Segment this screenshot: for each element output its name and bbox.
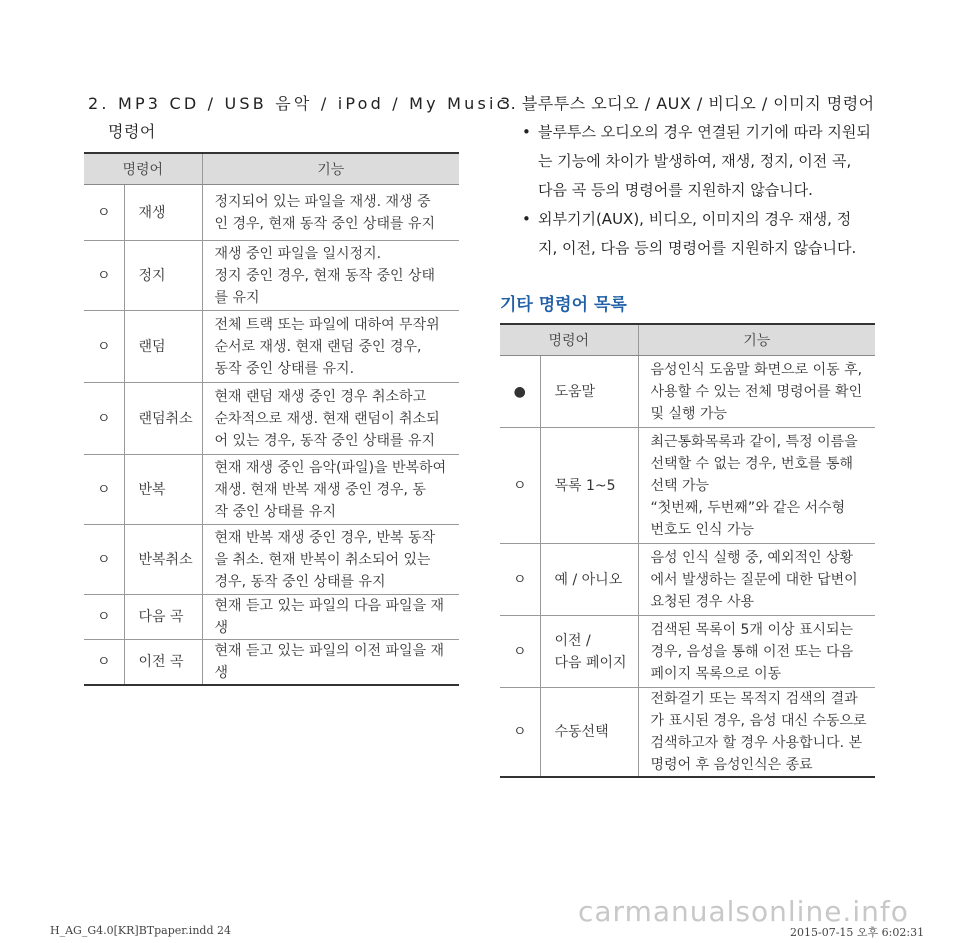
command-function (202, 525, 459, 595)
circle-mark-icon: ㅇ (84, 455, 124, 525)
left-table-header-command: 명령어 (84, 153, 202, 185)
function-line: 음성인식 도움말 화면으로 이동 후, (650, 361, 863, 378)
function-line: 어 있는 경우, 동작 중인 상태를 유지 (214, 432, 436, 449)
command-function (202, 455, 459, 525)
command-name: 이전 곡 (124, 640, 202, 686)
function-line: 재생 중인 파일을 일시정지. (214, 245, 382, 262)
function-line: 요청된 경우 사용 (650, 593, 755, 610)
command-name: 다음 곡 (124, 595, 202, 640)
table-row (84, 595, 459, 640)
bullet-symbol: • (522, 123, 531, 141)
function-line: 검색하고자 할 경우 사용합니다. 본 (650, 735, 863, 751)
command-function (202, 241, 459, 311)
table-row (84, 241, 459, 311)
table-row (84, 525, 459, 595)
right-table-header-command: 명령어 (500, 324, 638, 356)
command-function (202, 640, 459, 686)
circle-mark-icon: ㅇ (500, 428, 540, 544)
function-line: 경우, 동작 중인 상태를 유지 (214, 573, 386, 590)
function-line: 페이지 목록으로 이동 (650, 665, 782, 682)
command-name: 재생 (124, 185, 202, 241)
function-line: 음성 인식 실행 중, 예외적인 상황 (650, 549, 854, 566)
right-command-table (500, 323, 875, 778)
circle-mark-icon: ㅇ (84, 640, 124, 686)
command-function (638, 428, 875, 544)
table-row (84, 455, 459, 525)
footer-timestamp: 2015-07-15 오후 6:02:31 (790, 926, 925, 939)
bullet-symbol: • (522, 210, 531, 228)
function-line: 경우, 음성을 통해 이전 또는 다음 (650, 643, 854, 660)
function-line: “첫번째, 두번째”와 같은 서수형 (650, 499, 846, 516)
command-name: 반복 (124, 455, 202, 525)
command-function (638, 356, 875, 428)
left-section-subtitle: 명령어 (108, 122, 156, 141)
circle-mark-icon: ㅇ (84, 241, 124, 311)
left-command-table (84, 152, 459, 686)
command-name: 목록 1~5 (540, 428, 638, 544)
watermark-text: carmanualsonline.info (578, 895, 909, 928)
function-line: 가 표시된 경우, 음성 대신 수동으로 (650, 713, 867, 729)
command-function (202, 383, 459, 455)
table-row (84, 311, 459, 383)
function-line: 선택할 수 없는 경우, 번호를 통해 (650, 455, 854, 472)
command-name (540, 616, 638, 688)
circle-mark-icon: ㅇ (500, 616, 540, 688)
function-line: 순차적으로 재생. 현재 랜덤이 취소되 (214, 410, 440, 427)
function-line: 작 중인 상태를 유지 (214, 503, 337, 520)
table-row (500, 616, 875, 688)
command-function (202, 595, 459, 640)
command-name: 도움말 (540, 356, 638, 428)
table-row (84, 185, 459, 241)
command-name: 반복취소 (124, 525, 202, 595)
function-line: 번호도 인식 가능 (650, 521, 755, 538)
command-function (638, 688, 875, 778)
table-row (500, 428, 875, 544)
command-function (202, 311, 459, 383)
function-line: 최근통화목록과 같이, 특정 이름을 (650, 433, 858, 450)
function-line: 에서 발생하는 질문에 대한 답변이 (650, 571, 858, 588)
function-line: 인 경우, 현재 동작 중인 상태를 유지 (214, 215, 436, 232)
table-row (500, 688, 875, 778)
command-name-line: 이전 / (554, 632, 591, 649)
function-line: 전체 트랙 또는 파일에 대하여 무작위 (214, 316, 440, 333)
function-line: 순서로 재생. 현재 랜덤 중인 경우, (214, 338, 422, 355)
function-line: 전화걸기 또는 목적지 검색의 결과 (650, 691, 858, 707)
function-line: 사용할 수 있는 전체 명령어를 확인 (650, 383, 863, 400)
bullet-text-line: 지, 이전, 다음 등의 명령어를 지원하지 않습니다. (538, 239, 857, 257)
footer-file-info: H_AG_G4.0[KR]BTpaper.indd 24 (50, 924, 231, 937)
left-section-title: 2. MP3 CD / USB 음악 / iPod / My Music (88, 94, 509, 113)
other-commands-heading: 기타 명령어 목록 (500, 295, 627, 315)
command-name: 랜덤취소 (124, 383, 202, 455)
function-line: 선택 가능 (650, 477, 710, 494)
right-section-title: 3. 블루투스 오디오 / AUX / 비디오 / 이미지 명령어 (500, 94, 875, 113)
function-line: 현재 듣고 있는 파일의 다음 파일을 재생 (214, 598, 445, 636)
circle-mark-icon: ㅇ (84, 595, 124, 640)
bullet-text-line: 블루투스 오디오의 경우 연결된 기기에 따라 지원되 (538, 123, 871, 141)
bullet-text-line: 다음 곡 등의 명령어를 지원하지 않습니다. (538, 181, 813, 199)
table-row (84, 383, 459, 455)
filled-dot-icon: ● (500, 356, 540, 428)
function-line: 현재 랜덤 재생 중인 경우 취소하고 (214, 388, 427, 405)
command-name-line: 다음 페이지 (554, 654, 627, 671)
command-function (202, 185, 459, 241)
function-line: 현재 반복 재생 중인 경우, 반복 동작 (214, 529, 436, 546)
function-line: 정지되어 있는 파일을 재생. 재생 중 (214, 193, 431, 210)
function-line: 검색된 목록이 5개 이상 표시되는 (650, 621, 854, 638)
function-line: 를 유지 (214, 289, 260, 306)
table-row (84, 640, 459, 686)
circle-mark-icon: ㅇ (84, 311, 124, 383)
command-name: 수동선택 (540, 688, 638, 778)
table-row (500, 544, 875, 616)
function-line: 재생. 현재 반복 재생 중인 경우, 동 (214, 481, 426, 498)
circle-mark-icon: ㅇ (84, 185, 124, 241)
function-line: 정지 중인 경우, 현재 동작 중인 상태 (214, 267, 436, 284)
circle-mark-icon: ㅇ (84, 525, 124, 595)
function-line: 명령어 후 음성인식은 종료 (650, 757, 813, 773)
command-name: 정지 (124, 241, 202, 311)
command-function (638, 544, 875, 616)
command-name: 랜덤 (124, 311, 202, 383)
circle-mark-icon: ㅇ (84, 383, 124, 455)
circle-mark-icon: ㅇ (500, 688, 540, 778)
function-line: 및 실행 가능 (650, 405, 728, 422)
right-table-header-function: 기능 (638, 324, 875, 356)
bullet-text-line: 외부기기(AUX), 비디오, 이미지의 경우 재생, 정 (538, 210, 852, 228)
table-row (500, 356, 875, 428)
function-line: 동작 중인 상태를 유지. (214, 360, 355, 377)
function-line: 을 취소. 현재 반복이 취소되어 있는 (214, 551, 431, 568)
function-line: 현재 재생 중인 음악(파일)을 반복하여 (214, 459, 447, 476)
bullet-text-line: 는 기능에 차이가 발생하여, 재생, 정지, 이전 곡, (538, 152, 852, 170)
circle-mark-icon: ㅇ (500, 544, 540, 616)
command-name: 예 / 아니오 (540, 544, 638, 616)
command-function (638, 616, 875, 688)
function-line: 현재 듣고 있는 파일의 이전 파일을 재생 (214, 643, 445, 681)
left-table-header-function: 기능 (202, 153, 459, 185)
